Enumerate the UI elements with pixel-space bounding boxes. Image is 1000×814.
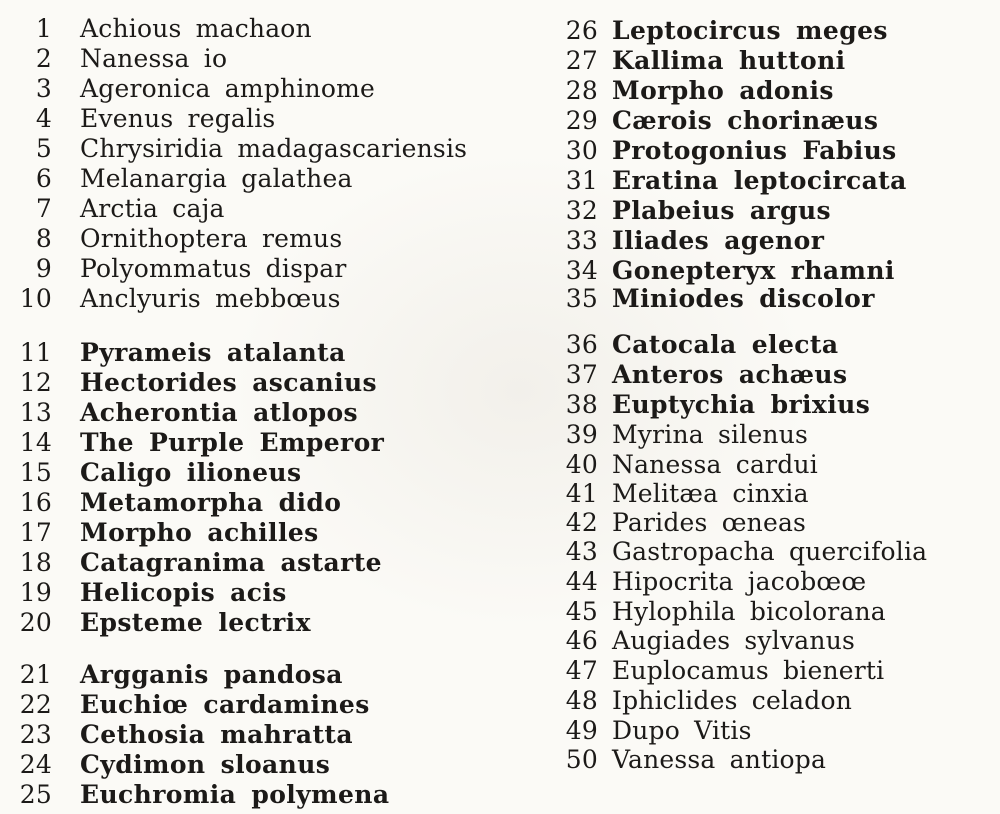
item-name: Polyommatus dispar	[80, 254, 347, 283]
item-name: Leptocircus meges	[612, 16, 888, 45]
item-number: 14	[19, 428, 52, 457]
item-number: 50	[565, 745, 598, 774]
item-name: Helicopis acis	[80, 578, 287, 607]
item-name: Ornithoptera remus	[80, 224, 343, 253]
item-number: 33	[565, 226, 598, 255]
item-number: 49	[565, 716, 598, 745]
item-number: 28	[565, 76, 598, 105]
item-name: Catocala electa	[612, 330, 839, 359]
item-number: 2	[35, 44, 52, 73]
item-name: Euchromia polymena	[80, 780, 390, 809]
item-number: 32	[565, 196, 598, 225]
item-name: Catagranima astarte	[80, 548, 382, 577]
item-number: 48	[565, 686, 598, 715]
item-number: 37	[565, 360, 598, 389]
item-number: 36	[565, 330, 598, 359]
item-name: Ageronica amphinome	[80, 74, 375, 103]
item-name: Cydimon sloanus	[80, 750, 331, 779]
item-name: Nanessa io	[80, 44, 228, 73]
item-number: 27	[565, 46, 598, 75]
item-number: 5	[35, 134, 52, 163]
item-number: 20	[19, 608, 52, 637]
item-name: Metamorpha dido	[80, 488, 342, 517]
item-number: 19	[19, 578, 52, 607]
item-number: 45	[565, 597, 598, 626]
item-name: Arctia caja	[80, 194, 225, 223]
item-number: 16	[19, 488, 52, 517]
item-name: Argganis pandosa	[80, 660, 343, 689]
item-number: 6	[35, 164, 52, 193]
item-number: 46	[565, 626, 598, 655]
item-name: Caligo ilioneus	[80, 458, 302, 487]
item-number: 12	[19, 368, 52, 397]
item-name: Dupo Vitis	[612, 716, 752, 745]
item-name: Miniodes discolor	[612, 284, 875, 313]
item-number: 18	[19, 548, 52, 577]
item-name: Cærois chorinæus	[612, 106, 879, 135]
item-name: Hectorides ascanius	[80, 368, 378, 397]
item-name: Euptychia brixius	[612, 390, 871, 419]
item-number: 40	[565, 450, 598, 479]
item-number: 41	[565, 479, 598, 508]
item-number: 35	[565, 284, 598, 313]
item-name: Gastropacha quercifolia	[612, 537, 928, 566]
item-number: 15	[19, 458, 52, 487]
item-name: The Purple Emperor	[80, 428, 385, 457]
item-number: 17	[19, 518, 52, 547]
item-number: 39	[565, 420, 598, 449]
item-name: Euplocamus bienerti	[612, 656, 885, 685]
item-name: Melitæa cinxia	[612, 479, 809, 508]
item-name: Achious machaon	[80, 14, 312, 43]
item-name: Euchiœ cardamines	[80, 690, 370, 719]
item-name: Parides œneas	[612, 508, 807, 537]
item-name: Epsteme lectrix	[80, 608, 311, 637]
item-number: 42	[565, 508, 598, 537]
item-number: 43	[565, 537, 598, 566]
item-name: Anteros achæus	[612, 360, 848, 389]
item-name: Acherontia atlopos	[80, 398, 359, 427]
item-name: Plabeius argus	[612, 196, 832, 225]
item-name: Protogonius Fabius	[612, 136, 897, 165]
item-number: 8	[35, 224, 52, 253]
item-number: 22	[19, 690, 52, 719]
item-number: 3	[35, 74, 52, 103]
item-number: 1	[35, 14, 52, 43]
item-name: Nanessa cardui	[612, 450, 818, 479]
item-number: 29	[565, 106, 598, 135]
item-name: Kallima huttoni	[612, 46, 846, 75]
item-name: Anclyuris mebbœus	[80, 284, 341, 313]
item-number: 34	[565, 256, 598, 285]
item-number: 9	[35, 254, 52, 283]
item-name: Myrina silenus	[612, 420, 809, 449]
item-name: Eratina leptocircata	[612, 166, 907, 195]
item-number: 11	[19, 338, 52, 367]
item-number: 25	[19, 780, 52, 809]
item-name: Melanargia galathea	[80, 164, 353, 193]
item-name: Evenus regalis	[80, 104, 276, 133]
item-number: 31	[565, 166, 598, 195]
item-name: Hipocrita jacobœœ	[612, 567, 867, 596]
item-name: Iliades agenor	[612, 226, 825, 255]
item-name: Iphiclides celadon	[612, 686, 852, 715]
item-name: Gonepteryx rhamni	[612, 256, 895, 285]
item-number: 13	[19, 398, 52, 427]
item-number: 10	[19, 284, 52, 313]
item-number: 30	[565, 136, 598, 165]
item-number: 7	[35, 194, 52, 223]
item-number: 24	[19, 750, 52, 779]
item-number: 21	[19, 660, 52, 689]
item-number: 38	[565, 390, 598, 419]
item-number: 4	[35, 104, 52, 133]
item-number: 23	[19, 720, 52, 749]
item-name: Morpho achilles	[80, 518, 319, 547]
item-number: 47	[565, 656, 598, 685]
item-name: Chrysiridia madagascariensis	[80, 134, 468, 163]
item-number: 44	[565, 567, 598, 596]
item-name: Augiades sylvanus	[612, 626, 856, 655]
item-name: Cethosia mahratta	[80, 720, 353, 749]
item-name: Vanessa antiopa	[612, 745, 827, 774]
item-name: Morpho adonis	[612, 76, 834, 105]
item-name: Pyrameis atalanta	[80, 338, 346, 367]
item-number: 26	[565, 16, 598, 45]
item-name: Hylophila bicolorana	[612, 597, 886, 626]
